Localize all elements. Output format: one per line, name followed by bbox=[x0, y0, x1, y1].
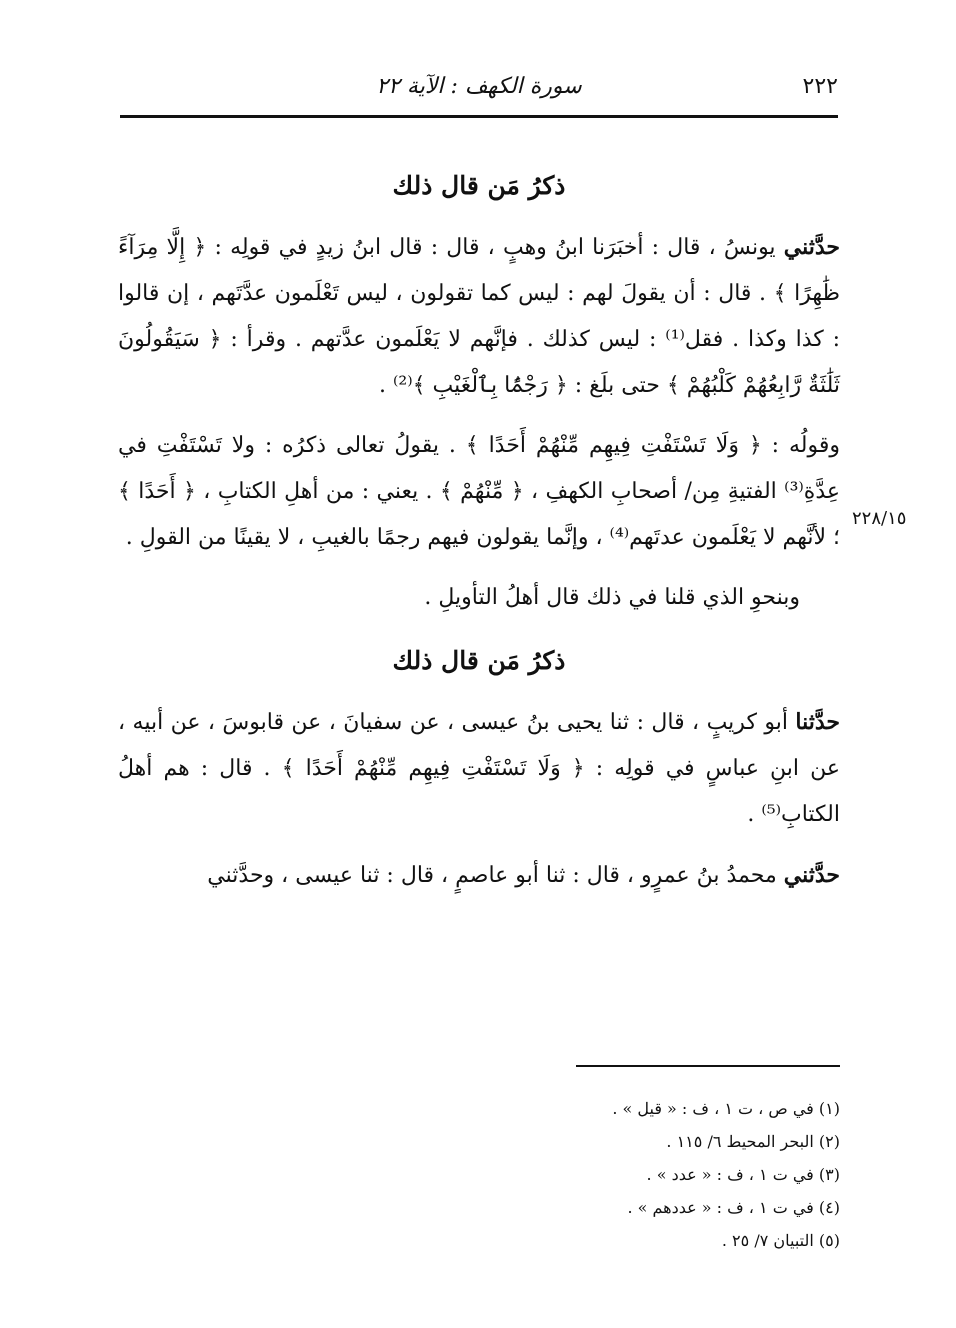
section-heading: ذكرُ مَن قال ذلك bbox=[392, 646, 566, 675]
footnote: (٤) في ت ١ ، ف : « عددهم » . bbox=[627, 1198, 840, 1217]
paragraph bbox=[118, 699, 840, 838]
footnote-rule bbox=[576, 1065, 840, 1067]
paragraph-text: محمدُ بنُ عمرٍو ، قال : ثنا أبو عاصمٍ ، قال : ثنا عيسى ، وحدَّثني bbox=[207, 863, 777, 888]
footnote: (٢) البحر المحيط ٦/ ١١٥ . bbox=[666, 1132, 840, 1151]
header-rule bbox=[120, 115, 838, 118]
running-title: سورة الكهف : الآية ٢٢ bbox=[376, 74, 582, 99]
page-header bbox=[120, 68, 838, 108]
paragraph-text: يونسُ ، قال : أخبَرَنا ابنُ وهبٍ ، قال : قال ابنُ زيدٍ في قولِه : ﴿ إِلَّا مِرَآءً ظَٰهِرًا ﴾ . قال : أن يقولَ لهم : ليس كما تقولون ، ليس تَعْلَمون عدَّتَهم ، إن قالوا : كذا وكذا . فقل⁽¹⁾ : ليس كذلك . فإنَّهم لا يَعْلَمون عدَّتهم . وقرأ : ﴿ سَيَقُولُونَ ثَلَٰثَةٌ رَّابِعُهُمْ كَلْبُهُمْ ﴾ حتى بلَغ : ﴿ رَجْمًۢا بِٱلْغَيْبِ ﴾⁽²⁾ . bbox=[118, 235, 840, 398]
footnote: (١) في ص ، ت ١ ، ف : « قيل » . bbox=[612, 1099, 840, 1118]
section-heading: ذكرُ مَن قال ذلك bbox=[392, 171, 566, 200]
paragraph-text: أبو كريبٍ ، قال : ثنا يحيى بنُ عيسى ، عن سفيانَ ، عن قابوسَ ، عن أبيه ، عن ابنِ عباسٍ في قولِه : ﴿ وَلَا تَسْتَفْتِ فِيهِم مِّنْهُمْ أَحَدًا ﴾ . قال : هم أهلُ الكتابِ⁽⁵⁾ . bbox=[118, 710, 840, 827]
footnote: (٣) في ت ١ ، ف : « عدد » . bbox=[646, 1165, 840, 1184]
paragraph-lead: حدَّثني bbox=[783, 862, 840, 888]
paragraph-text: وقولُه : ﴿ وَلَا تَسْتَفْتِ فِيهِم مِّنْهُمْ أَحَدًا ﴾ . يقولُ تعالى ذكرُه : ولا تَسْتَفْتِ في عِدَّةِ⁽³⁾ الفتيةِ مِن/ أصحابِ الكهفِ ، ﴿ مِّنْهُمْ ﴾ . يعني : من أهلِ الكتابِ ، ﴿ أَحَدًا ﴾ ؛ لأنَّهم لا يَعْلَمون عدتَهم⁽⁴⁾ ، وإنَّما يقولون فيهم رجمًا بالغيبِ ، لا يقينًا من القولِ . bbox=[118, 433, 840, 550]
page-number: ٢٢٢ bbox=[802, 74, 838, 99]
main-text bbox=[118, 160, 840, 913]
paragraph-lead: حدَّثني bbox=[783, 234, 840, 260]
paragraph bbox=[118, 852, 840, 899]
paragraph-lead: حدَّثنا bbox=[795, 709, 841, 735]
paragraph bbox=[118, 423, 840, 561]
footnotes bbox=[430, 1092, 840, 1257]
paragraph bbox=[118, 224, 840, 409]
footnote: (٥) التبيان ٧/ ٢٥ . bbox=[721, 1231, 840, 1250]
margin-reference: ٢٢٨/١٥ bbox=[852, 508, 907, 529]
paragraph-text: وبنحوِ الذي قلنا في ذلك قال أهلُ التأويلِ . bbox=[424, 585, 800, 610]
paragraph bbox=[118, 575, 840, 621]
